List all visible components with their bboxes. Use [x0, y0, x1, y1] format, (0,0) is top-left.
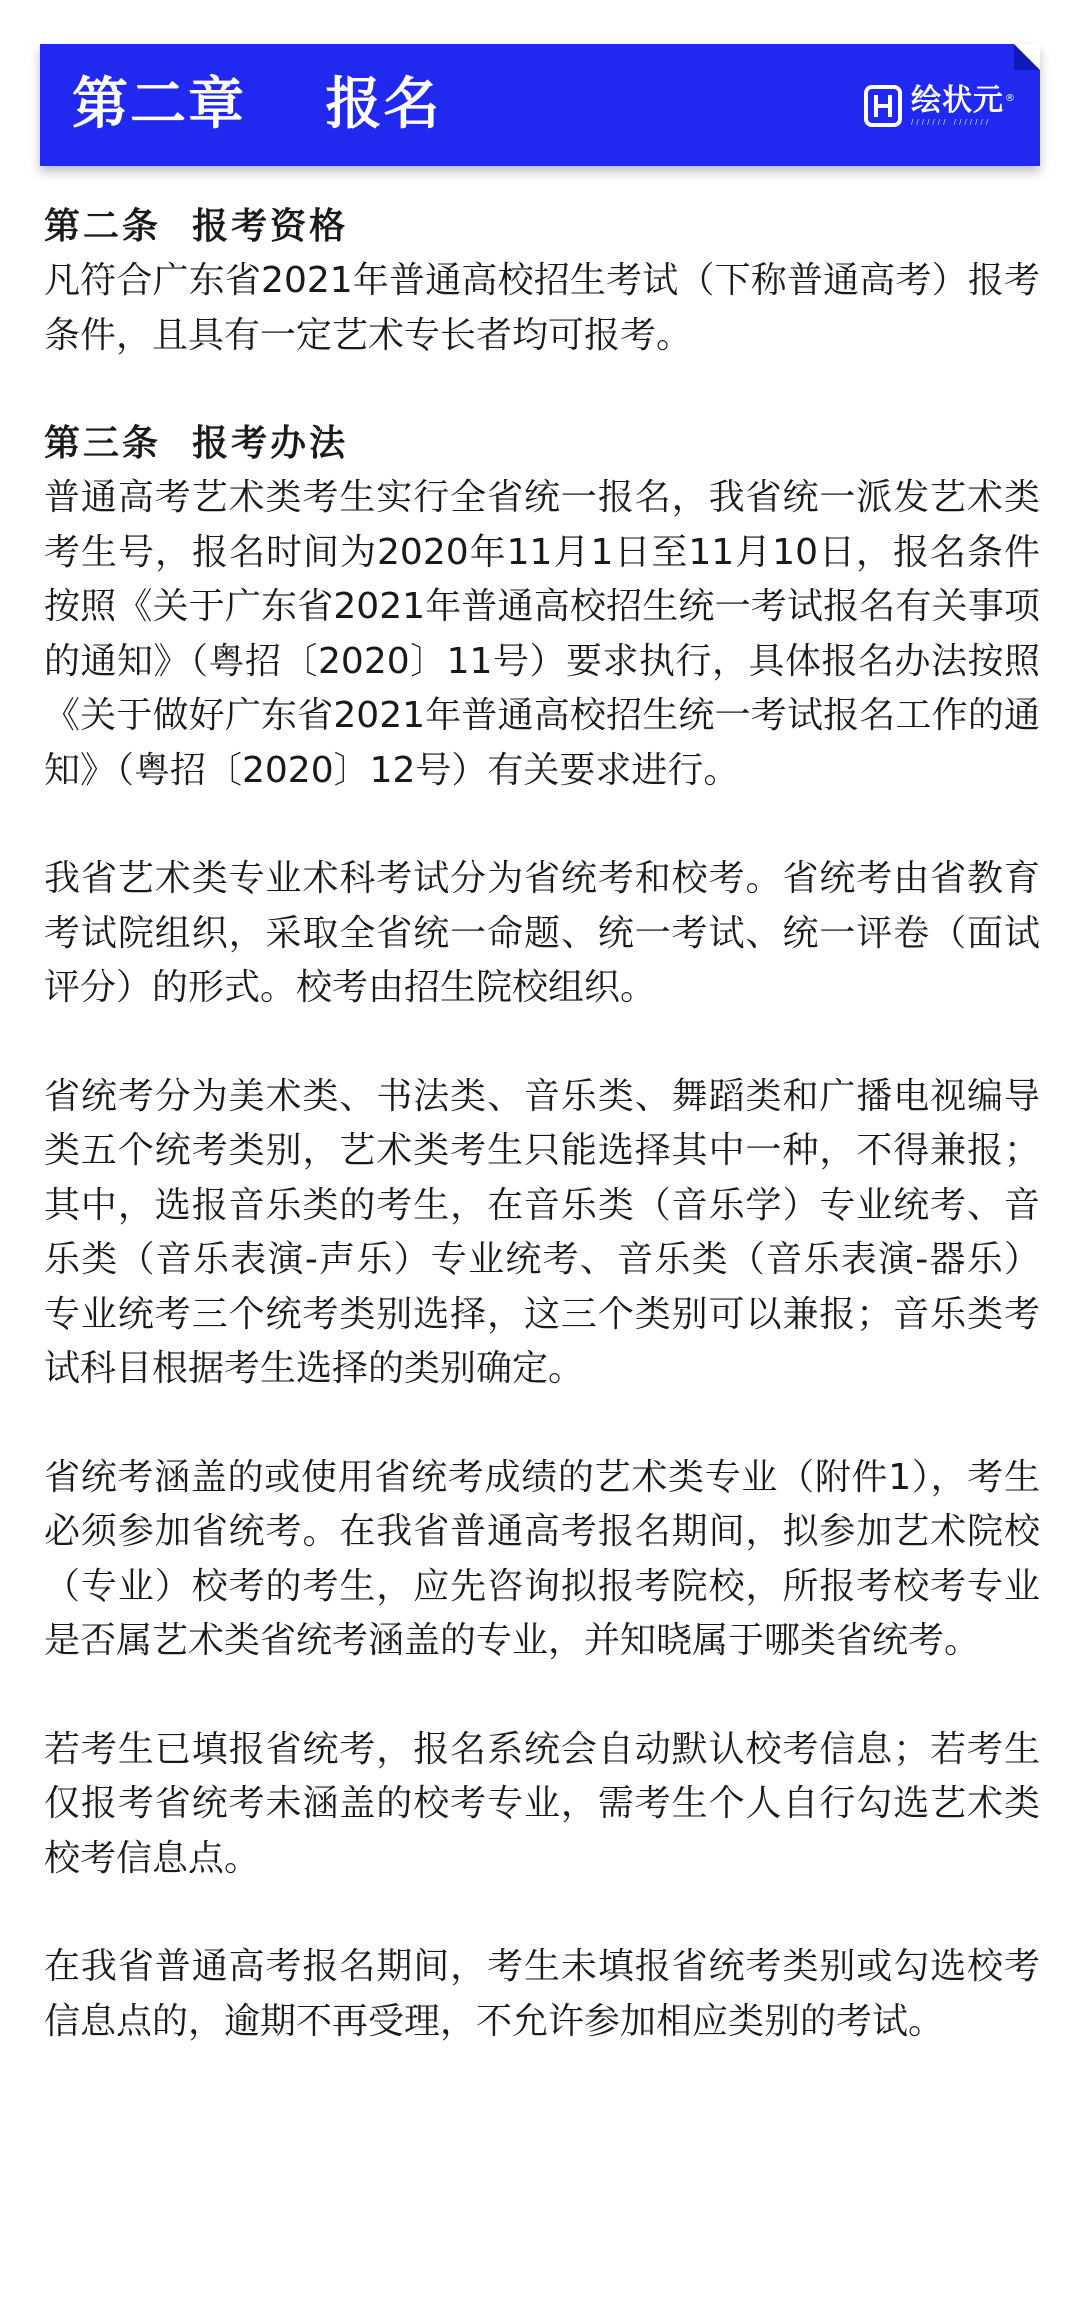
brand-registered-mark: ® — [1005, 93, 1016, 104]
article-3-paragraph-6: 在我省普通高考报名期间，考生未填报省统考类别或勾选校考信息点的，逾期不再受理，不允许参加相应类别的考试。 — [44, 1946, 1040, 2042]
article-3-paragraph-4: 省统考涵盖的或使用省统考成绩的艺术类专业（附件1），考生必须参加省统考。在我省普通高考报名期间，拟参加艺术院校（专业）校考的考生，应先咨询拟报考院校，所报考校考专业是否属艺术类省统考涵盖的专业，并知晓属于哪类省统考。 — [44, 1456, 1040, 1661]
article-2-paragraph-1: 凡符合广东省2021年普通高校招生考试（下称普通高考）报考条件，且具有一定艺术专长者均可报考。 — [44, 260, 1040, 356]
chapter-title: 第二章 报名 — [72, 72, 442, 137]
article-2-heading: 第二条 报考资格 — [44, 206, 349, 247]
article-3-paragraph-3: 省统考分为美术类、书法类、音乐类、舞蹈类和广播电视编导类五个统考类别，艺术类考生只能选择其中一种，不得兼报；其中，选报音乐类的考生，在音乐类（音乐学）专业统考、音乐类（音乐表演-声乐）专业统考、音乐类（音乐表演-器乐）专业统考三个统考类别选择，这三个类别可以兼报；音乐类考试科目根据考生选择的类别确定。 — [44, 1075, 1040, 1389]
brand-logo-icon — [863, 84, 903, 128]
brand-logo-text: 绘状元 — [911, 83, 1004, 118]
chapter-banner — [40, 44, 1040, 166]
brand-logo — [863, 80, 1016, 132]
article-3-paragraph-1: 普通高考艺术类考生实行全省统一报名，我省统一派发艺术类考生号，报名时间为2020年11月1日至11月10日，报名条件按照《关于广东省2021年普通高校招生统一考试报名有关事项的通知》（粤招〔2020〕11号）要求执行，具体报名办法按照《关于做好广东省2021年普通高校招生统一考试报名工作的通知》（粤招〔2020〕12号）有关要求进行。 — [44, 477, 1040, 791]
article-3-paragraph-5: 若考生已填报省统考，报名系统会自动默认校考信息；若考生仅报考省统考未涵盖的校考专业，需考生个人自行勾选艺术类校考信息点。 — [44, 1728, 1040, 1879]
document-body — [44, 200, 1040, 2049]
article-3-paragraph-2: 我省艺术类专业术科考试分为省统考和校考。省统考由省教育考试院组织，采取全省统一命题、统一考试、统一评卷（面试评分）的形式。校考由招生院校组织。 — [44, 858, 1040, 1008]
article-3-heading: 第三条 报考办法 — [44, 423, 349, 464]
banner-corner-cut — [1014, 44, 1040, 70]
brand-logo-stripes: /////// /////// — [911, 118, 992, 126]
